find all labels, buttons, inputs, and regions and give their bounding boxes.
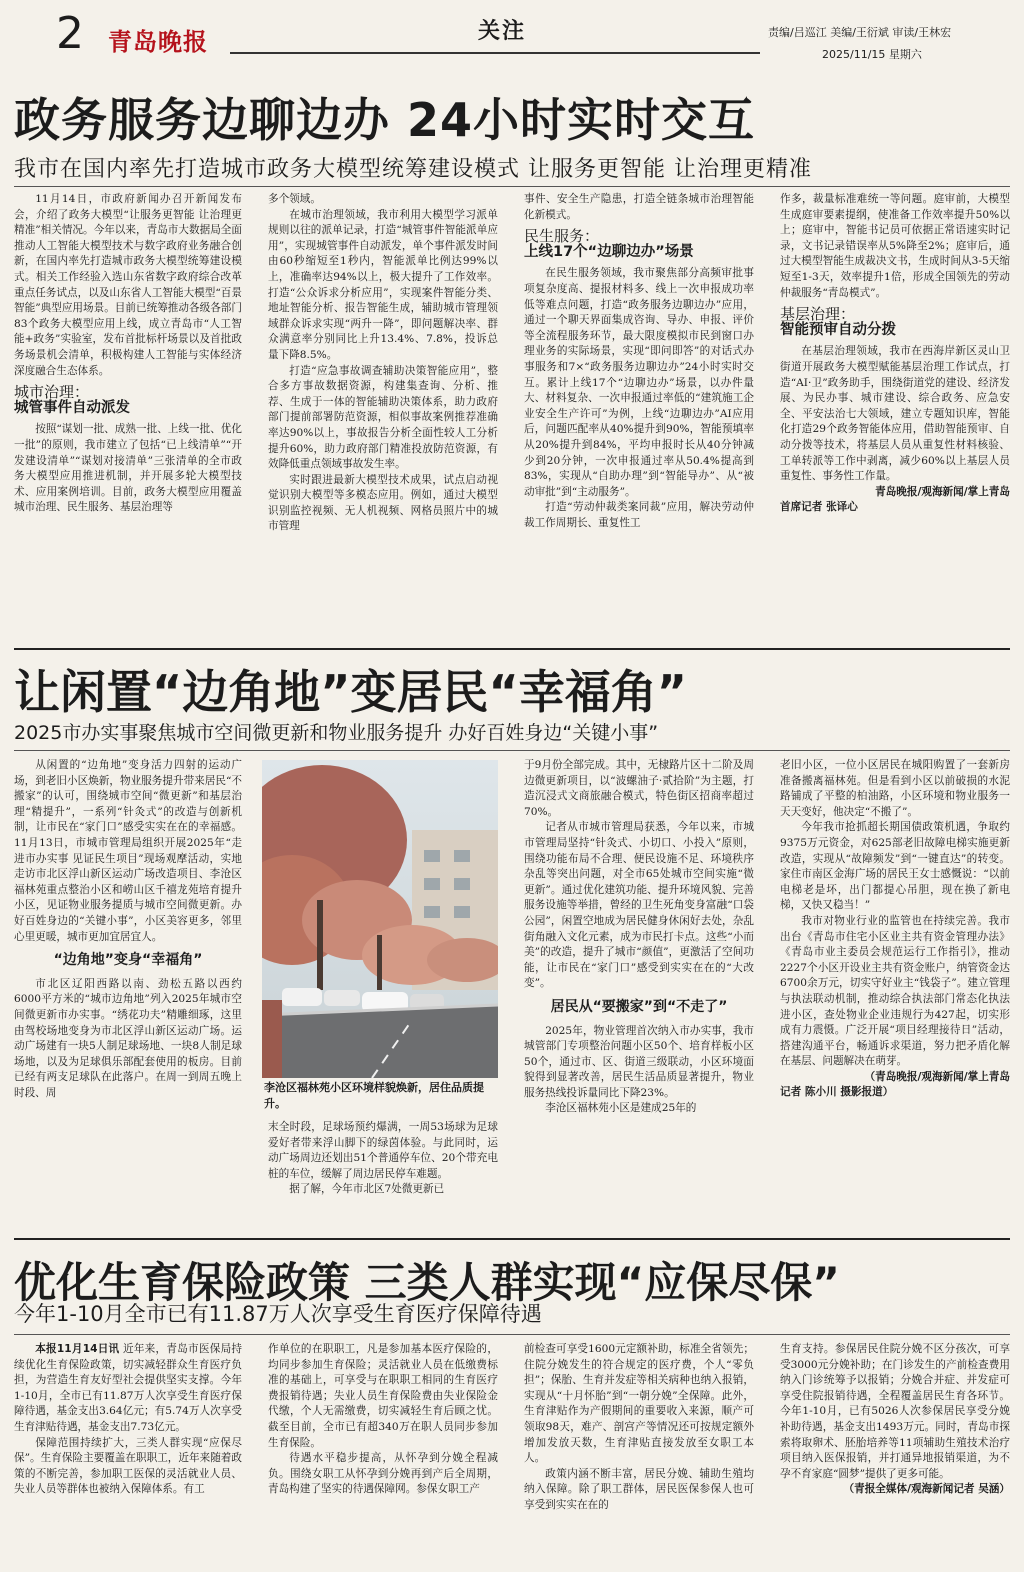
article3-dateline: 本报11月14日讯 <box>35 1343 120 1355</box>
article1-top-rule <box>14 186 1010 187</box>
article1-col2-para1: 多个领域。 <box>268 193 321 205</box>
article3-byline: （青报全媒体/观海新闻记者 吴涵） <box>843 1483 1010 1496</box>
article1-col3-para1: 事件、安全生产隐患，打造全链条城市治理智能化新模式。 <box>524 193 754 221</box>
article2-col4-para2: 今年我市抢抓超长期国债政策机遇，争取约9375万元资金，对625部老旧故障电梯实施更新改造，实现从“故障频发”到“一键直达”的转变。家住市南区金海广场的居民王女士感慨说：“以前电梯老是坏，出门都提心吊胆，现在换了新电梯，又快又稳当！” <box>780 821 1010 912</box>
article1-col2-para3: 打造“应急事故调查辅助决策智能应用”，整合多方事故数据资源，构建集查询、分析、推荐、生成于一体的智能辅助决策体系，助力政府部门提前部署防范资源，相似事故案例推荐准确率达90%以上，事故报告分析全面性较人工分析提升60%，助力政府部门精准投放防范资源，有效降低重点领域事故发生率。 <box>268 364 498 471</box>
section-title: 关注 <box>478 19 527 44</box>
article3-col2-para1: 作单位的在职职工，凡是参加基本医疗保险的，均同步参加生育保险；灵活就业人员在低缴费标准的基础上，可享受与在职职工相同的生育医疗费报销待遇；失业人员生育保险费由失业保险金代缴，个人无需缴费，切实减轻生育后顾之忧。截至目前，全市已有超340万在职人员同步参加生育保险。 <box>268 1343 498 1449</box>
article1-section1-label: 城市治理： <box>14 383 90 402</box>
article3-top-rule <box>14 1334 1010 1335</box>
article1-byline-reporter: 首席记者 张译心 <box>780 501 858 514</box>
article3-column-3 <box>524 1342 754 1568</box>
article2-col2-para2: 据了解，今年市北区7处微更新已 <box>289 1183 445 1196</box>
article1-col3-para2: 在民生服务领域，我市聚焦部分高频审批事项复杂度高、提报材料多、线上一次申报成功率低等难点问题，打造“政务服务边聊边办”应用，通过一个聊天界面集成咨询、导办、申报、评价等全流程服务环节，最大限度模拟市民到窗口办理业务的实际场景，实现“即问即答”的对话式办事服务和7×“政务服务边聊边办”24小时实时交互。累计上线17个“边聊边办”场景，以办件量大、材料复杂、一次申报通过率低的“建筑施工企业安全生产许可”为例，上线“边聊边办”AI应用后，问题匹配率从40%提升到90%，智能预填率从20%提升到84%，平均申报时长从40分钟减少到20分钟，一次申报通过率从50.4%提高到83%，实现从“自助办理”到“智能导办”、从“被动审批”到“主动服务”。 <box>524 267 754 498</box>
article1-col1-body: 按照“谋划一批、成熟一批、上线一批、优化一批”的原则，我市建立了包括“已上线清单”“开发建设清单”“谋划对接清单”三张清单的全市政务大模型应用推进机制，并开展多轮大模型技术、应用案例培训。目前，政务大模型应用覆盖城市治理、民生服务、基层治理等 <box>14 423 242 514</box>
article3-col4-para1: 生育支持。参保居民住院分娩不区分孩次，可享受3000元分娩补助；在门诊发生的产前检查费用纳入门诊统筹予以报销；分娩合并症、并发症可享受住院报销待遇，全程覆盖居民生育各环节。今年1-10月，已有5026人次参保居民享受分娩补助待遇，基金支出1493万元。同时，青岛市探索将取卵术、胚胎培养等11项辅助生殖技术治疗项目纳入医保报销，并打通异地报销渠道，为不孕不育家庭“圆梦”提供了更多可能。 <box>780 1343 1010 1480</box>
article3-col1-para2: 保障范围持续扩大，三类人群实现“应保尽保”。生育保险主要覆盖在职职工，近年来随着政策的不断完善，参加职工医保的灵活就业人员、失业人员等群体也被纳入保障体系。有工 <box>14 1436 242 1496</box>
article2-column-4 <box>780 758 1010 1228</box>
article2-headline: 让闲置“边角地”变居民“幸福角” <box>14 665 687 719</box>
article2-intro: 从闲置的“边角地”变身活力四射的运动广场，到老旧小区焕新，物业服务提升带来居民“不搬家”的认可，围绕城市空间“微更新”和基层治理“精提升”，一系列“针灸式”的改造与创新机制，让市民在“家门口”感受实实在在的幸福感。11月13日，市城市管理局组织开展2025年“走进市办实事 见证民生项目”现场观摩活动，实地走访市北区浮山新区运动广场改造项目、李沧区福林苑重点整治小区和崂山区千禧龙苑培育提升小区，见证物业服务提质与城市空间微更新。办好百姓身边的“关键小事”，小区美容更多，邻里心里更暖，城市更加宜居宜人。 <box>14 759 242 943</box>
article3-col1-para1: 近年来，青岛市医保局持续优化生育保险政策，切实减轻群众生育医疗负担，为营造生育友好型社会提供坚实支撑。今年1-10月，全市已有11.87万人次享受生育医疗保障待遇，基金支出3.64亿元；有5.74万人次享受生育津贴待遇，基金支出7.73亿元。 <box>14 1343 242 1433</box>
article3-headline: 优化生育保险政策 三类人群实现“应保尽保” <box>14 1258 840 1307</box>
residential-street-image <box>262 760 498 1078</box>
article2-top-rule <box>14 750 1010 751</box>
article3-col2-para2: 待遇水平稳步提高，从怀孕到分娩全程减负。围绕女职工从怀孕到分娩再到产后全周期，青岛构建了坚实的待遇保障网。参保女职工产 <box>268 1452 498 1496</box>
article-divider-1 <box>14 648 1010 650</box>
article3-column-1 <box>14 1342 242 1568</box>
article2-col2-para1: 末全时段，足球场预约爆满，一周53场球为足球爱好者带来浮山脚下的绿茵体验。与此同时，运动广场周边还划出51个普通停车位、20个带充电桩的车位，缓解了周边居民停车难题。 <box>268 1121 498 1180</box>
article2-column-3 <box>524 758 754 1228</box>
article1-col4-para1: 作多，裁量标准难统一等问题。庭审前，大模型生成庭审要素提纲，使准备工作效率提升50%以上；庭审中，智能书记员可依据正常语速实时记录，文书记录错误率从5%降至2%；庭审后，通过大模型智能生成裁决文书，生成时间从3-5天缩短至1-3天，效率提升1倍，形成全国领先的劳动仲裁服务“青岛模式”。 <box>780 193 1010 299</box>
article1-col2-para2: 在城市治理领域，我市利用大模型学习派单规则以往的派单记录，打造“城管事件智能派单应用”，实现城管事件自动派发，单个事件派发时间由60秒缩短至1秒内，智能派单比例达99%以上，准确率达94%以上，极大提升了工作效率。打造“公众诉求分析应用”，实现案件智能分类、地址智能分析、报告智能生成，辅助城市管理领域群众诉求实现“两升一降”，即问题解决率、群众满意率分别同比上升13.4%、7.8%，投诉总量下降8.5%。 <box>268 208 498 361</box>
article1-subhead: 我市在国内率先打造城市政务大模型统筹建设模式 让服务更智能 让治理更精准 <box>14 157 812 182</box>
article2-byline-reporter: 记者 陈小川 摄影报道） <box>780 1086 894 1099</box>
article2-col3-para3: 2025年，物业管理首次纳入市办实事，我市城管部门专项整治问题小区50个、培育样板小区50个，通过市、区、街道三级联动，小区环境面貌得到显著改善，居民生活品质显著提升，物业服务热线投诉量同比下降23%。 <box>524 1024 754 1099</box>
photo-caption: 李沧区福林苑小区环境样貌焕新，居住品质提升。 <box>264 1081 484 1110</box>
article2-col4-para1: 老旧小区，一位小区居民在城阳购置了一套新房准备搬离福林苑。但是看到小区以前破损的水泥路铺成了平整的柏油路，小区环境和物业服务一天天变好，他决定“不搬了”。 <box>780 759 1010 818</box>
issue-date: 2025/11/15 星期六 <box>822 48 922 61</box>
newspaper-logo: 青岛晚报 <box>108 27 208 56</box>
editor-credits: 责编/吕巡江 美编/王衍斌 审读/王林宏 <box>768 26 952 39</box>
article1-headline: 政务服务边聊边办 24小时实时交互 <box>14 93 756 147</box>
article3-subhead: 今年1-10月全市已有11.87万人次享受生育医疗保障待遇 <box>14 1302 542 1326</box>
page-number: 2 <box>56 8 84 59</box>
article2-col3-para2: 记者从市城市管理局获悉，今年以来，市城市管理局坚持“针灸式、小切口、小投入”原则，围绕功能布局不合理、便民设施不足、环境秩序杂乱等突出问题，对全市65处城市空间实施“微更新”。通过优化建筑功能、提升环境风貌、完善服务设施等举措，曾经的卫生死角变身富融“口袋公园”，闲置空地成为居民健身休闲好去处，杂乱街角融入文化元素，成为市民打卡点。这些“小而美”的改造，提升了城市“颜值”，更激活了空间功能，让市民在“家门口”感受到实实在在的“大改变”。 <box>524 821 754 990</box>
article3-column-4 <box>780 1342 1010 1568</box>
article1-column-4 <box>780 192 1010 642</box>
article1-byline-outlet: 青岛晚报/观海新闻/掌上青岛 <box>875 485 1010 498</box>
article1-col4-para2: 在基层治理领域，我市在西海岸新区灵山卫街道开展政务大模型赋能基层治理工作试点，打造“AI·卫”政务助手，围绕街道党的建设、经济发展、为民办事、城市建设、综合政务、应急安全、平安法治七大领域，建立专题知识库，智能化打造29个政务智能体应用，借助智能预审、自动分拨等技术，将基层人员从重复性材料核验、工单转派等工作中剥离，减少60%以上基层人员重复性、事务性工作量。 <box>780 345 1010 483</box>
article1-column-3 <box>524 192 754 642</box>
article2-section1-title: “边角地”变身“幸福角” <box>53 952 203 969</box>
article2-column-2 <box>268 1120 498 1228</box>
article2-col3-para1: 于9月份全部完成。其中，无棣路片区十二阶及周边微更新项目，以“波螺油子·贰拾阶”为主题，打造沉浸式文商旅融合模式，特色街区招商率超过70%。 <box>524 759 754 818</box>
article3-col3-para1: 前检查可享受1600元定额补助，标准全省领先；住院分娩发生的符合规定的医疗费，个人“零负担”；保胎、生育并发症等相关病种也纳入报销，实现从“十月怀胎”到“一朝分娩”全保障。此外，生育津贴作为产假期间的重要收入来源，顺产可领取98天，难产、剖宫产等情况还可按规定额外增加发放天数，生育津贴直接发放至女职工本人。 <box>524 1343 754 1465</box>
masthead-rule <box>230 52 760 54</box>
article1-section3-label: 基层治理： <box>780 305 856 324</box>
article1-section2-title: 上线17个“边聊边办”场景 <box>524 243 694 260</box>
article2-subhead: 2025市办实事聚焦城市空间微更新和物业服务提升 办好百姓身边“关键小事” <box>14 722 659 744</box>
article2-col3-para4: 李沧区福林苑小区是建成25年的 <box>545 1102 697 1115</box>
article-divider-2 <box>14 1238 1010 1240</box>
article2-col1-body: 市北区辽阳西路以南、劲松五路以西约6000平方米的“城市边角地”列入2025年城市空间微更新市办实事。“绣花功夫”精雕细琢，这里由驾校场地变身为市北区浮山新区运动广场。运动广场建有一块5人制足球场地、一块8人制足球场地，以及为足球俱乐部配套使用的板房。目前已经有两支足球队在此落户。在周一到周五晚上时段、周 <box>14 977 242 1099</box>
article2-byline-outlet: （青岛晚报/观海新闻/掌上青岛 <box>864 1070 1010 1083</box>
article2-section2-title: 居民从“要搬家”到“不走了” <box>550 998 728 1015</box>
residential-photo <box>262 760 498 1078</box>
article1-col3-para3: 打造“劳动仲裁类案同裁”应用，解决劳动仲裁工作周期长、重复性工 <box>524 501 754 529</box>
article1-section1-title: 城管事件自动派发 <box>14 399 130 416</box>
article1-column-2 <box>268 192 498 642</box>
article1-intro: 11月14日，市政府新闻办召开新闻发布会，介绍了政务大模型“让服务更智能 让治理更精准”相关情况。今年以来，青岛市大数据局全面推动人工智能大模型技术与数字政府业务融合创新，在国内率先打造城市政务大模型统筹建设模式。相关工作经验入选山东省数字政府综合改革重点任务试点，以及山东省人工智能大模型“百景智能”典型应用场景。目前已统筹推动各级各部门83个政务大模型应用上线，成立青岛市“人工智能+政务”实验室，发布首批标杆场景以及首批政务场景机会清单，积极构建人工智能与实体经济深度融合生态体系。 <box>14 193 242 377</box>
article1-section2-label: 民生服务： <box>524 227 600 246</box>
article1-column-1 <box>14 192 242 642</box>
article1-section3-title: 智能预审自动分拨 <box>780 321 896 338</box>
article3-col3-para2: 政策内涵不断丰富，居民分娩、辅助生殖均纳入保障。除了职工群体，居民医保参保人也可享受到实实在在的 <box>524 1467 754 1511</box>
article2-column-1 <box>14 758 242 1228</box>
article1-col2-para4: 实时跟进最新大模型技术成果，试点启动视觉识别大模型等多模态应用。例如，通过大模型识别监控视频、无人机视频、网格员照片中的城市管理 <box>268 473 498 533</box>
article2-col4-para3: 我市对物业行业的监管也在持续完善。我市出台《青岛市住宅小区业主共有资金管理办法》《青岛市业主委员会规范运行工作指引》，推动2227个小区开设业主共有资金账户，纳管资金达6700余万元，切实守好业主“钱袋子”。建立管理与执法联动机制，推动综合执法部门常态化执法进小区，查处物业企业违规行为427起，切实形成有力震慑。广泛开展“项目经理接待日”活动，搭建沟通平台，畅通诉求渠道，努力把矛盾化解在基层、问题解决在萌芽。 <box>780 914 1010 1068</box>
article3-column-2 <box>268 1342 498 1568</box>
